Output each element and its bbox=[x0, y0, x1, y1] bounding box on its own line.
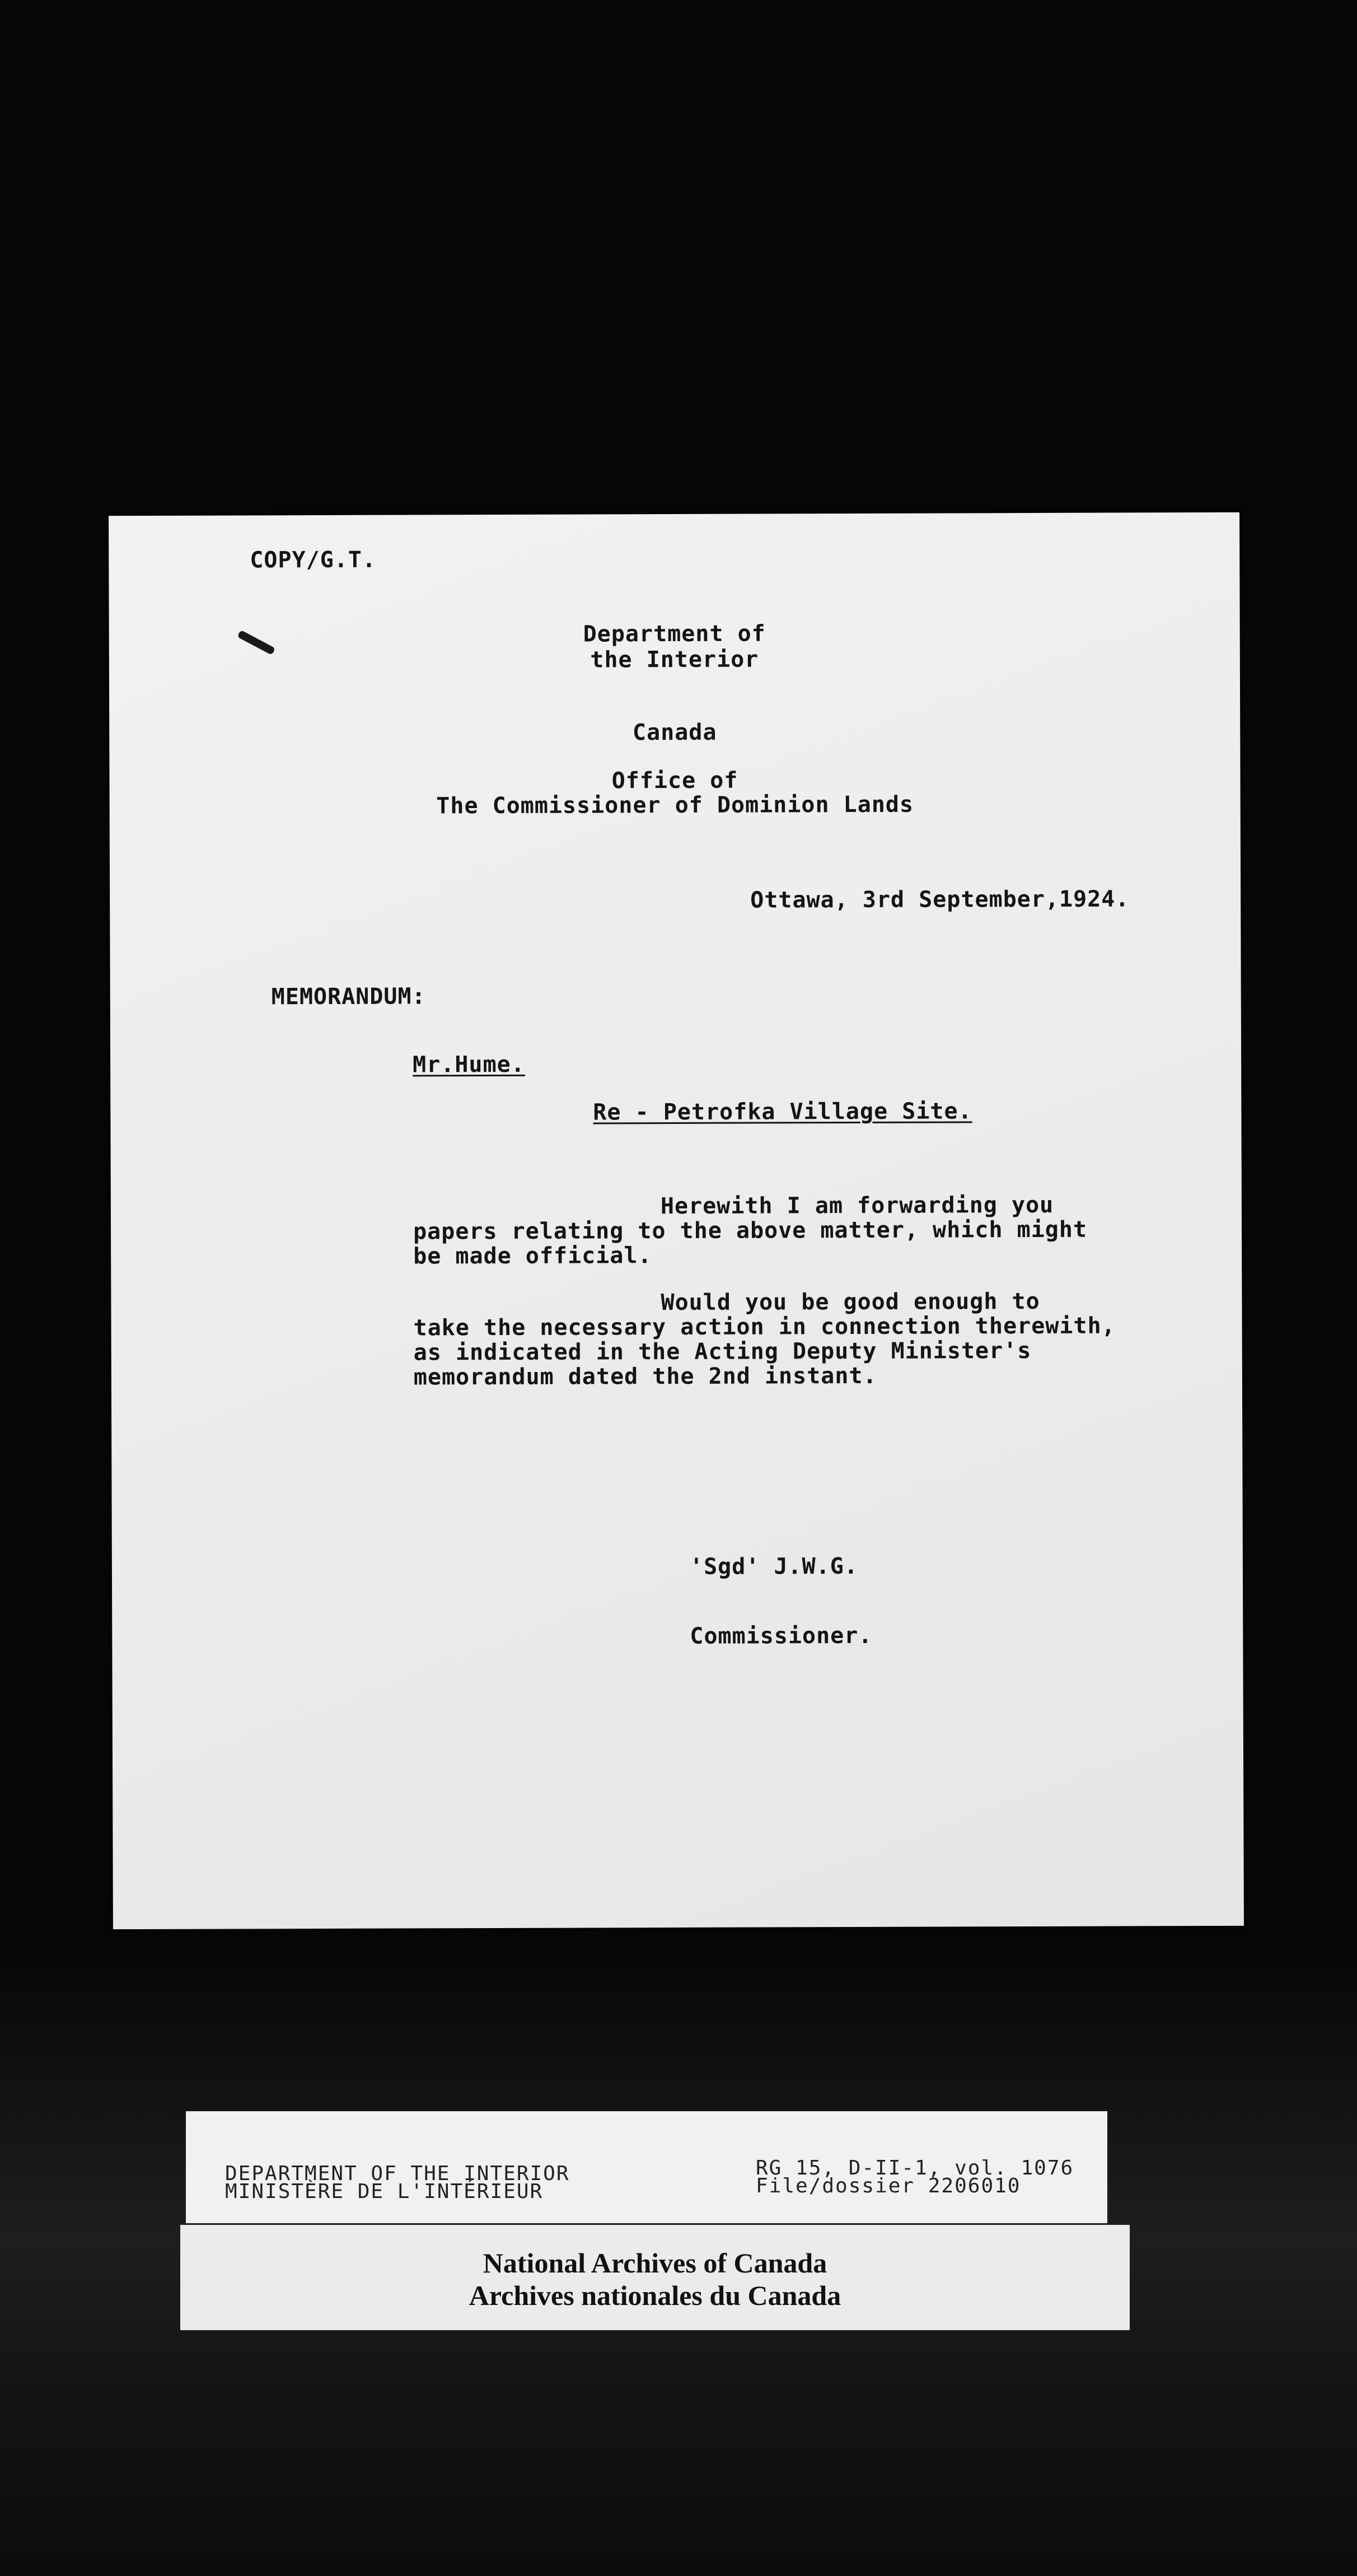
archive-name-french: Archives nationales du Canada bbox=[469, 2280, 841, 2311]
para1-line1: Herewith I am forwarding you bbox=[660, 1192, 1054, 1220]
file-number: File/dossier 2206010 bbox=[756, 2174, 1021, 2197]
office-line-1: Office of bbox=[611, 767, 738, 794]
subject-line: Re - Petrofka Village Site. bbox=[593, 1098, 972, 1126]
department-line-2: the Interior bbox=[590, 646, 759, 673]
para1-line2: papers relating to the above matter, which might bbox=[413, 1216, 1088, 1245]
country-line: Canada bbox=[632, 719, 717, 746]
department-line-1: Department of bbox=[583, 620, 766, 647]
office-line-2: The Commissioner of Dominion Lands bbox=[436, 791, 914, 819]
memo-heading: MEMORANDUM: bbox=[271, 983, 426, 1010]
memo-page bbox=[109, 512, 1244, 1929]
addressee: Mr.Hume. bbox=[413, 1051, 525, 1078]
copy-mark: COPY/G.T. bbox=[250, 547, 377, 573]
archive-banner bbox=[180, 2225, 1130, 2330]
archive-name-english: National Archives of Canada bbox=[483, 2247, 827, 2279]
signatory-title: Commissioner. bbox=[690, 1622, 873, 1649]
archive-reference-label bbox=[186, 2111, 1107, 2223]
signature-line: 'Sgd' J.W.G. bbox=[689, 1553, 858, 1580]
department-french: MINISTÈRE DE L'INTÉRIEUR bbox=[225, 2180, 544, 2203]
para2-line3: as indicated in the Acting Deputy Minister's bbox=[413, 1338, 1032, 1366]
record-group-reference: RG 15, D-II-1, vol. 1076 bbox=[756, 2157, 1074, 2180]
para2-line1: Would you be good enough to bbox=[661, 1288, 1040, 1316]
para2-line2: take the necessary action in connection therewith, bbox=[413, 1313, 1116, 1341]
para1-line3: be made official. bbox=[413, 1243, 652, 1270]
dateline: Ottawa, 3rd September,1924. bbox=[750, 886, 1130, 913]
department-english: DEPARTMENT OF THE INTERIOR bbox=[225, 2162, 570, 2185]
para2-line4: memorandum dated the 2nd instant. bbox=[413, 1362, 877, 1390]
